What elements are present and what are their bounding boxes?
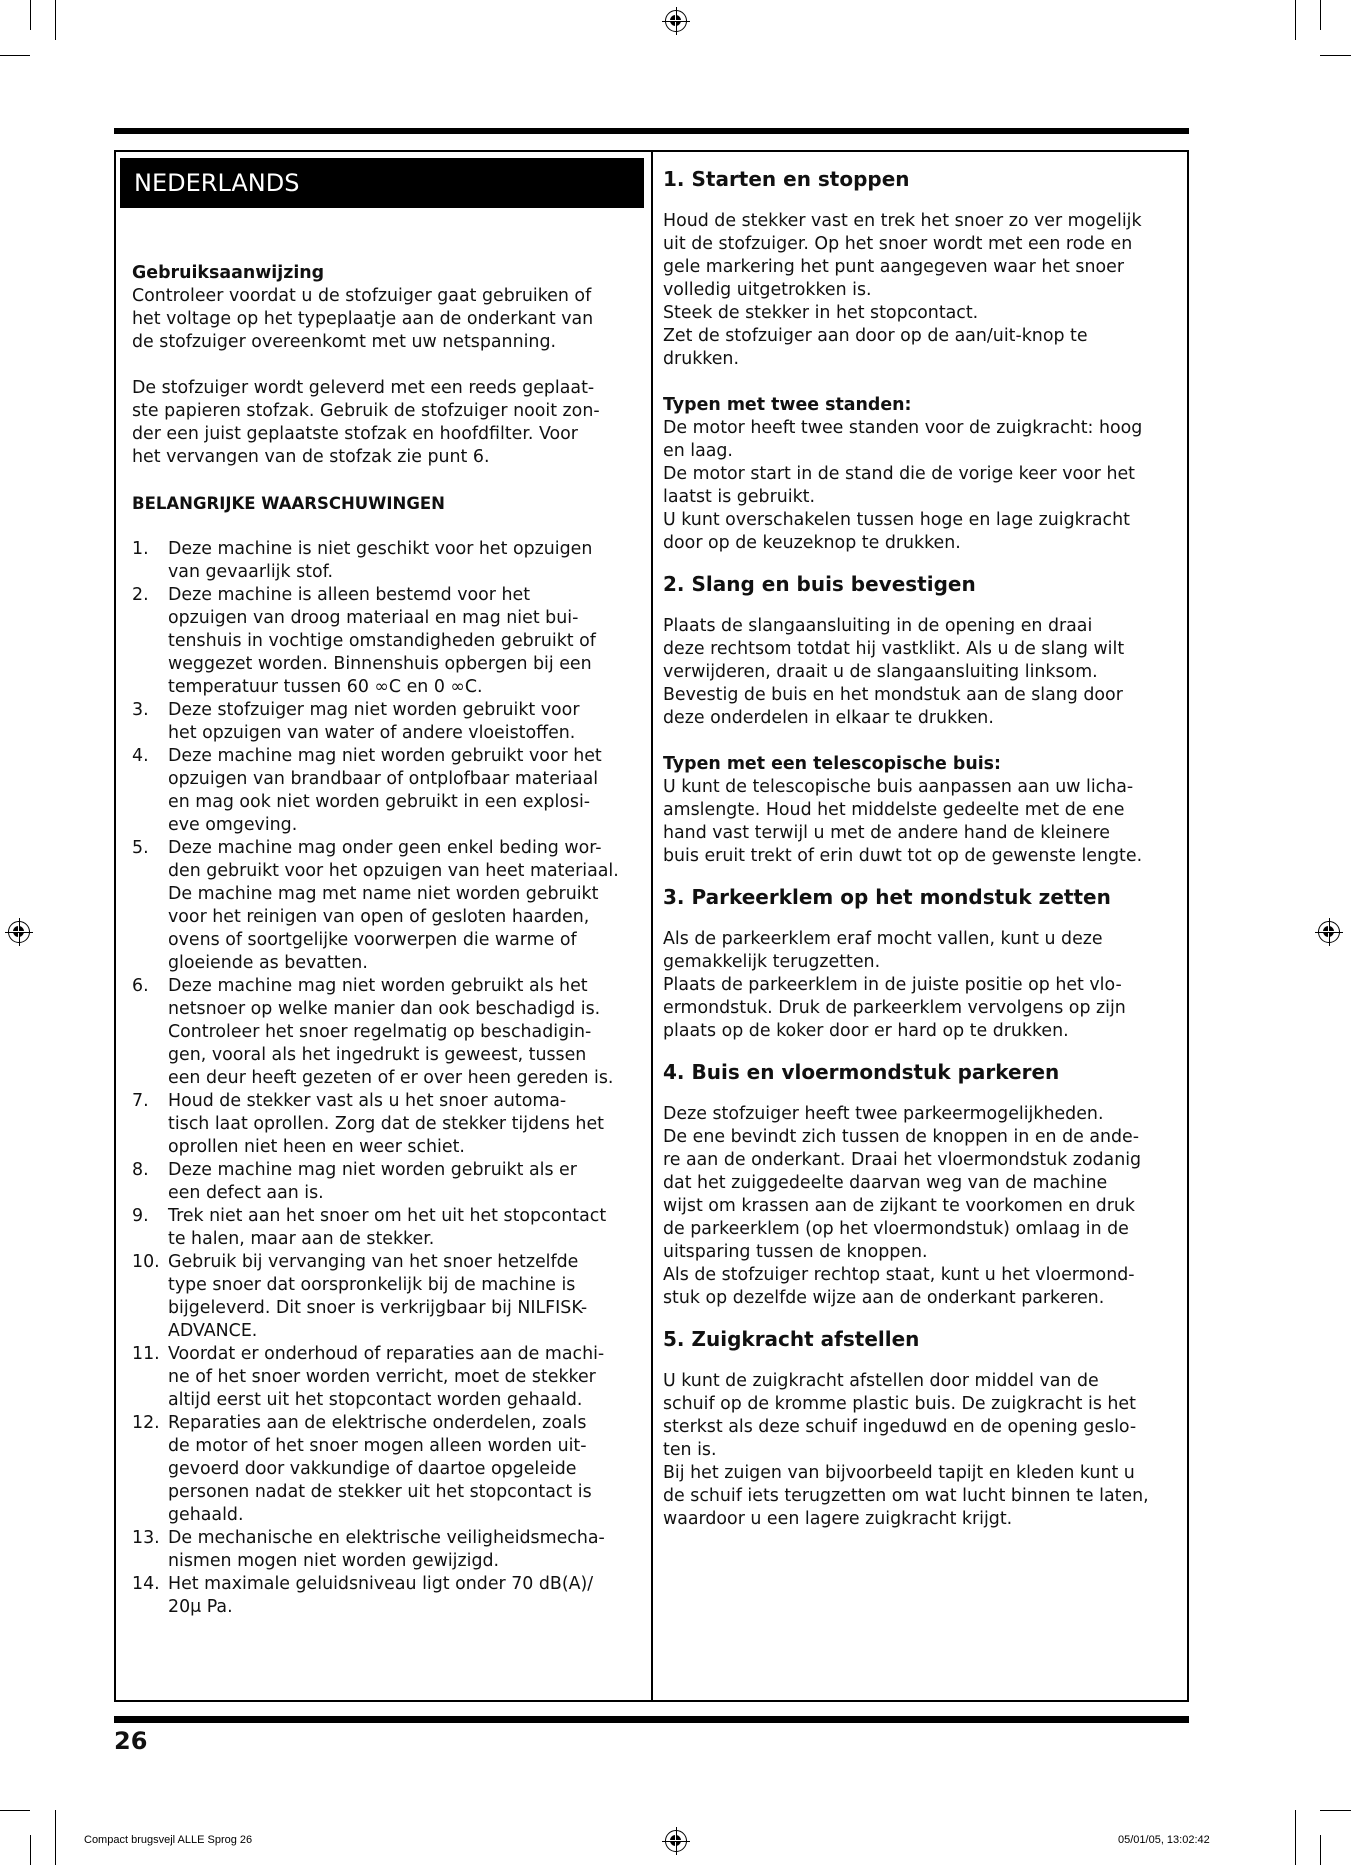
section-title: 2. Slang en buis bevestigen xyxy=(663,572,976,596)
warning-text-line: de motor of het snoer mogen alleen worden uit- xyxy=(168,1436,587,1456)
warning-text-line: Deze machine is alleen bestemd voor het xyxy=(168,585,531,605)
warning-text-line: bijgeleverd. Dit snoer is verkrijgbaar bij NILFISK- xyxy=(168,1298,588,1318)
warning-text-line: gen, vooral als het ingedrukt is geweest, tussen xyxy=(168,1045,587,1065)
warning-number: 14. xyxy=(132,1574,160,1594)
warning-text-line: temperatuur tussen 60 ∞C en 0 ∞C. xyxy=(168,677,483,697)
warning-text-line: en mag ook niet worden gebruikt in een explosi- xyxy=(168,792,591,812)
warning-text-line: Deze machine mag niet worden gebruikt voor het xyxy=(168,746,602,766)
registration-mark-icon xyxy=(665,1830,687,1852)
warning-text-line: een defect aan is. xyxy=(168,1183,324,1203)
text-line: de schuif iets terugzetten om wat lucht binnen te laten, xyxy=(663,1486,1149,1506)
text-line: De motor start in de stand die de vorige keer voor het xyxy=(663,464,1136,484)
warning-number: 11. xyxy=(132,1344,160,1364)
text-line: ermondstuk. Druk de parkeerklem vervolgens op zijn xyxy=(663,998,1126,1018)
warning-item xyxy=(132,1412,644,1527)
text-line: sterkst als deze schuif ingeduwd en de opening geslo- xyxy=(663,1417,1137,1437)
text-line: ste papieren stofzak. Gebruik de stofzuiger nooit zon- xyxy=(132,401,600,421)
text-line: gemakkelijk terugzetten. xyxy=(663,952,881,972)
text-line: de stofzuiger overeenkomt met uw netspanning. xyxy=(132,332,557,352)
crop-mark xyxy=(1320,55,1351,56)
registration-mark-icon xyxy=(8,921,30,943)
text-line: Controleer voordat u de stofzuiger gaat gebruiken of xyxy=(132,286,592,306)
footer-timestamp: 05/01/05, 13:02:42 xyxy=(1118,1834,1210,1846)
crop-mark xyxy=(0,55,30,56)
warning-text-line: tisch laat oprollen. Zorg dat de stekker tijdens het xyxy=(168,1114,604,1134)
warning-text-line: Reparaties aan de elektrische onderdelen, zoals xyxy=(168,1413,587,1433)
warning-text-line: eve omgeving. xyxy=(168,815,298,835)
warning-text-line: gloeiende as bevatten. xyxy=(168,953,368,973)
warning-text-line: oprollen niet heen en weer schiet. xyxy=(168,1137,465,1157)
text-line: der een juist geplaatste stofzak en hoofdfilter. Voor xyxy=(132,424,578,444)
text-line: U kunt de telescopische buis aanpassen aan uw licha- xyxy=(663,777,1134,797)
warning-item xyxy=(132,1527,644,1573)
text-line: gele markering het punt aangegeven waar het snoer xyxy=(663,257,1124,277)
section-body xyxy=(663,417,1177,555)
warnings-title: BELANGRIJKE WAARSCHUWINGEN xyxy=(132,494,445,513)
warning-text-line: Gebruik bij vervanging van het snoer hetzelfde xyxy=(168,1252,579,1272)
text-line: en laag. xyxy=(663,441,733,461)
text-line: hand vast terwijl u met de andere hand de kleinere xyxy=(663,823,1110,843)
warning-item xyxy=(132,1090,644,1159)
text-line: laatst is gebruikt. xyxy=(663,487,815,507)
section-body xyxy=(663,210,1177,371)
text-line: ten is. xyxy=(663,1440,717,1460)
text-line: het vervangen van de stofzak zie punt 6. xyxy=(132,447,490,467)
warning-text-line: weggezet worden. Binnenshuis opbergen bij een xyxy=(168,654,592,674)
footer-file-info: Compact brugsvejl ALLE Sprog 26 xyxy=(84,1834,253,1846)
text-line: deze rechtsom totdat hij vastklikt. Als u de slang wilt xyxy=(663,639,1125,659)
text-line: volledig uitgetrokken is. xyxy=(663,280,872,300)
warning-text-line: netsnoer op welke manier dan ook beschadigd is. xyxy=(168,999,601,1019)
warning-text-line: Controleer het snoer regelmatig op beschadigin- xyxy=(168,1022,592,1042)
crop-mark xyxy=(1295,1810,1296,1865)
registration-mark-icon xyxy=(665,10,687,32)
warning-item xyxy=(132,1159,644,1205)
warning-text-line: gehaald. xyxy=(168,1505,244,1525)
warning-text-line: Voordat er onderhoud of reparaties aan de machi- xyxy=(168,1344,605,1364)
crop-mark xyxy=(30,0,31,30)
text-line: stuk op dezelfde wijze aan de onderkant parkeren. xyxy=(663,1288,1105,1308)
warning-text-line: Deze stofzuiger mag niet worden gebruikt voor xyxy=(168,700,580,720)
warning-text-line: Het maximale geluidsniveau ligt onder 70 dB(A)/ xyxy=(168,1574,594,1594)
text-line: het voltage op het typeplaatje aan de onderkant van xyxy=(132,309,594,329)
section-body xyxy=(663,928,1177,1043)
intro-title: Gebruiksaanwijzing xyxy=(132,263,325,283)
top-rule xyxy=(114,128,1189,134)
section-body xyxy=(663,1370,1177,1531)
warning-text-line: een deur heeft gezeten of er over heen gereden is. xyxy=(168,1068,614,1088)
warning-text-line: De machine mag met name niet worden gebruikt xyxy=(168,884,599,904)
warning-number: 2. xyxy=(132,585,149,605)
text-line: plaats op de koker door er hard op te drukken. xyxy=(663,1021,1069,1041)
text-line: Steek de stekker in het stopcontact. xyxy=(663,303,979,323)
warning-text-line: De mechanische en elektrische veiligheidsmecha- xyxy=(168,1528,605,1548)
warning-text-line: 20μ Pa. xyxy=(168,1597,233,1617)
subsection-title: Typen met twee standen: xyxy=(663,395,912,415)
text-line: schuif op de kromme plastic buis. De zuigkracht is het xyxy=(663,1394,1136,1414)
text-line: door op de keuzeknop te drukken. xyxy=(663,533,961,553)
text-line: Als de stofzuiger rechtop staat, kunt u het vloermond- xyxy=(663,1265,1135,1285)
text-line: de parkeerklem (op het vloermondstuk) omlaag in de xyxy=(663,1219,1129,1239)
warning-text-line: Deze machine mag onder geen enkel beding wor- xyxy=(168,838,602,858)
text-line: Plaats de parkeerklem in de juiste positie op het vlo- xyxy=(663,975,1122,995)
text-line: drukken. xyxy=(663,349,739,369)
crop-mark xyxy=(1320,1835,1321,1865)
bottom-rule xyxy=(114,1716,1189,1723)
warnings-list xyxy=(132,538,644,1619)
warning-text-line: Deze machine is niet geschikt voor het opzuigen xyxy=(168,539,593,559)
text-line: Als de parkeerklem eraf mocht vallen, kunt u deze xyxy=(663,929,1103,949)
column-divider xyxy=(651,150,653,1702)
warning-text-line: te halen, maar aan de stekker. xyxy=(168,1229,435,1249)
text-line: buis eruit trekt of erin duwt tot op de gewenste lengte. xyxy=(663,846,1143,866)
warning-number: 5. xyxy=(132,838,149,858)
warning-text-line: nismen mogen niet worden gewijzigd. xyxy=(168,1551,500,1571)
left-column xyxy=(132,262,644,1619)
crop-mark xyxy=(55,0,56,40)
warning-item xyxy=(132,837,644,975)
text-line: verwijderen, draait u de slangaansluiting linksom. xyxy=(663,662,1098,682)
warning-text-line: ne of het snoer worden verricht, moet de stekker xyxy=(168,1367,596,1387)
warning-number: 12. xyxy=(132,1413,160,1433)
warning-item xyxy=(132,538,644,584)
warning-number: 10. xyxy=(132,1252,160,1272)
text-line: re aan de onderkant. Draai het vloermondstuk zodanig xyxy=(663,1150,1142,1170)
text-line: De ene bevindt zich tussen de knoppen in en de ande- xyxy=(663,1127,1140,1147)
crop-mark xyxy=(0,1810,30,1811)
warning-text-line: van gevaarlijk stof. xyxy=(168,562,333,582)
warning-text-line: opzuigen van brandbaar of ontplofbaar materiaal xyxy=(168,769,599,789)
text-line: De stofzuiger wordt geleverd met een reeds geplaat- xyxy=(132,378,595,398)
text-line: Plaats de slangaansluiting in de opening en draai xyxy=(663,616,1093,636)
warning-number: 4. xyxy=(132,746,149,766)
warning-item xyxy=(132,1251,644,1343)
warning-text-line: Trek niet aan het snoer om het uit het stopcontact xyxy=(168,1206,607,1226)
text-line: De motor heeft twee standen voor de zuigkracht: hoog xyxy=(663,418,1143,438)
section-title: 1. Starten en stoppen xyxy=(663,167,910,191)
warning-text-line: voor het reinigen van open of gesloten haarden, xyxy=(168,907,590,927)
text-line: deze onderdelen in elkaar te drukken. xyxy=(663,708,994,728)
warning-text-line: Deze machine mag niet worden gebruikt als het xyxy=(168,976,588,996)
text-line: dat het zuiggedeelte daarvan weg van de machine xyxy=(663,1173,1108,1193)
warning-number: 6. xyxy=(132,976,149,996)
text-line: Houd de stekker vast en trek het snoer zo ver mogelijk xyxy=(663,211,1142,231)
warning-text-line: Houd de stekker vast als u het snoer automa- xyxy=(168,1091,567,1111)
crop-mark xyxy=(30,1835,31,1865)
language-header: NEDERLANDS xyxy=(120,158,644,208)
warning-item xyxy=(132,975,644,1090)
section-title: 5. Zuigkracht afstellen xyxy=(663,1327,920,1351)
warning-text-line: het opzuigen van water of andere vloeistoffen. xyxy=(168,723,576,743)
warning-text-line: tenshuis in vochtige omstandigheden gebruikt of xyxy=(168,631,596,651)
text-line: Deze stofzuiger heeft twee parkeermogelijkheden. xyxy=(663,1104,1104,1124)
text-line: Zet de stofzuiger aan door op de aan/uit-knop te xyxy=(663,326,1088,346)
warning-number: 3. xyxy=(132,700,149,720)
text-line: U kunt overschakelen tussen hoge en lage zuigkracht xyxy=(663,510,1130,530)
warning-number: 1. xyxy=(132,539,149,559)
text-line: Bij het zuigen van bijvoorbeeld tapijt en kleden kunt u xyxy=(663,1463,1135,1483)
warning-text-line: personen nadat de stekker uit het stopcontact is xyxy=(168,1482,592,1502)
section-body xyxy=(663,776,1177,868)
warning-item xyxy=(132,745,644,837)
text-line: uit de stofzuiger. Op het snoer wordt met een rode en xyxy=(663,234,1133,254)
crop-mark xyxy=(1320,0,1321,30)
section-title: 3. Parkeerklem op het mondstuk zetten xyxy=(663,885,1111,909)
warning-item xyxy=(132,1205,644,1251)
warning-text-line: gevoerd door vakkundige of daartoe opgeleide xyxy=(168,1459,577,1479)
warning-text-line: ovens of soortgelijke voorwerpen die warme of xyxy=(168,930,577,950)
warning-text-line: altijd eerst uit het stopcontact worden gehaald. xyxy=(168,1390,583,1410)
text-line: amslengte. Houd het middelste gedeelte met de ene xyxy=(663,800,1125,820)
warning-item xyxy=(132,584,644,699)
section-title: 4. Buis en vloermondstuk parkeren xyxy=(663,1060,1060,1084)
warning-item xyxy=(132,1343,644,1412)
crop-mark xyxy=(1295,0,1296,40)
warning-item xyxy=(132,699,644,745)
section-body xyxy=(663,1103,1177,1310)
warning-number: 7. xyxy=(132,1091,149,1111)
warning-text-line: den gebruikt voor het opzuigen van heet materiaal. xyxy=(168,861,619,881)
crop-mark xyxy=(55,1810,56,1865)
text-line: waardoor u een lagere zuigkracht krijgt. xyxy=(663,1509,1013,1529)
warning-number: 13. xyxy=(132,1528,160,1548)
warning-number: 8. xyxy=(132,1160,149,1180)
subsection-title: Typen met een telescopische buis: xyxy=(663,754,1001,774)
warning-item xyxy=(132,1573,644,1619)
warning-text-line: Deze machine mag niet worden gebruikt als er xyxy=(168,1160,577,1180)
text-line: U kunt de zuigkracht afstellen door middel van de xyxy=(663,1371,1099,1391)
text-line: Bevestig de buis en het mondstuk aan de slang door xyxy=(663,685,1123,705)
warning-text-line: type snoer dat oorspronkelijk bij de machine is xyxy=(168,1275,576,1295)
warning-text-line: ADVANCE. xyxy=(168,1321,258,1341)
registration-mark-icon xyxy=(1318,921,1340,943)
warning-text-line: opzuigen van droog materiaal en mag niet bui- xyxy=(168,608,579,628)
warning-number: 9. xyxy=(132,1206,149,1226)
text-line: uitsparing tussen de knoppen. xyxy=(663,1242,928,1262)
right-column xyxy=(663,164,1177,1531)
crop-mark xyxy=(1320,1810,1351,1811)
text-line: wijst om krassen aan de zijkant te voorkomen en druk xyxy=(663,1196,1135,1216)
section-body xyxy=(663,615,1177,730)
page-number: 26 xyxy=(114,1727,148,1755)
